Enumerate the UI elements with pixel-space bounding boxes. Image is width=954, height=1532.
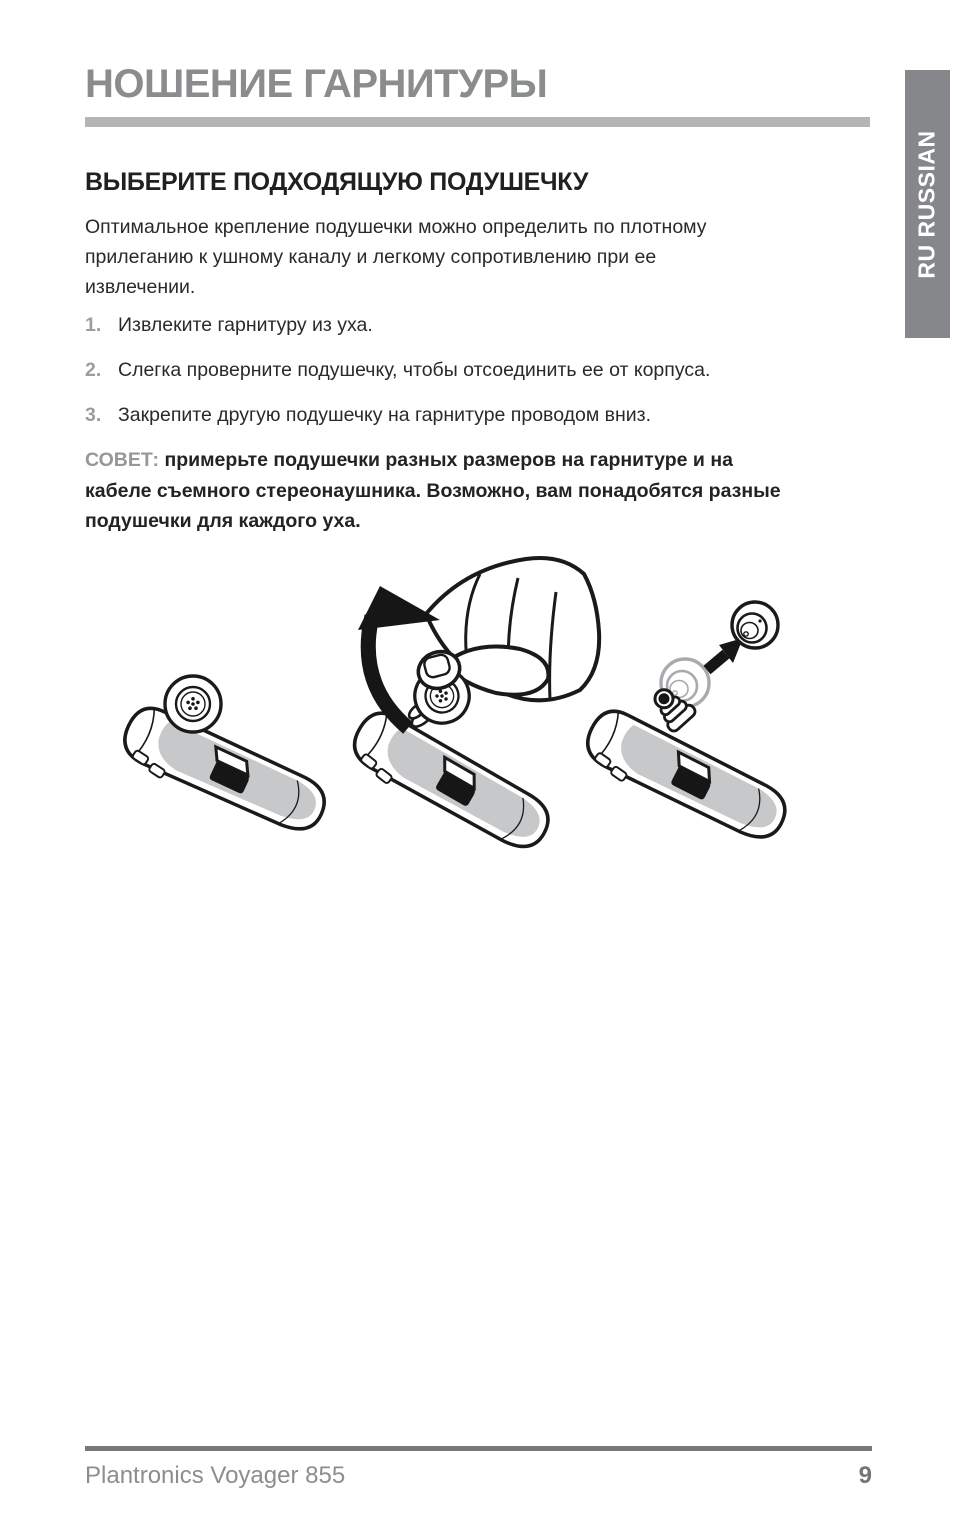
intro-paragraph [85,212,885,302]
tip-line: подушечки для каждого уха. [85,510,361,532]
eartip-replacement-illustration [90,552,860,892]
list-item [85,400,710,430]
tip-paragraph [85,445,885,537]
product-name: Plantronics Voyager 855 [85,1462,346,1489]
illustration-svg [90,552,860,892]
title-underline-rule [85,117,870,127]
steps-list [85,310,710,445]
step-number: 3. [85,404,102,426]
intro-line: Оптимальное крепление подушечки можно определить по плотному [85,216,707,238]
step-text: Слегка проверните подушечку, чтобы отсоединить ее от корпуса. [118,359,711,381]
list-item [85,355,710,385]
footer-rule [85,1446,872,1451]
tip-label: СОВЕТ: [85,449,160,471]
step-number: 1. [85,314,102,336]
tip-line: кабеле съемного стереонаушника. Возможно, вам понадобятся разные [85,479,781,502]
language-tab [905,70,950,338]
tip-line: СОВЕТ: примерьте подушечки разных размеров на гарнитуре и на [85,449,733,471]
list-item [85,310,710,340]
figure-headset-with-cushion [114,676,332,846]
figure-hand-twisting-cushion [343,558,600,864]
intro-line: прилеганию к ушному каналу и легкому сопротивлению при ее [85,246,657,268]
section-heading: ВЫБЕРИТЕ ПОДХОДЯЩУЮ ПОДУШЕЧКУ [85,168,589,196]
figure-cushion-detached [576,602,793,855]
page-number: 9 [858,1462,872,1489]
step-text: Извлеките гарнитуру из уха. [118,314,373,336]
language-tab-label: RU RUSSIAN [914,129,940,279]
step-number: 2. [85,359,102,381]
page-title: НОШЕНИЕ ГАРНИТУРЫ [85,62,548,106]
step-text: Закрепите другую подушечку на гарнитуре проводом вниз. [118,404,652,426]
remove-arrow [707,638,743,670]
intro-line: извлечении. [85,276,196,298]
